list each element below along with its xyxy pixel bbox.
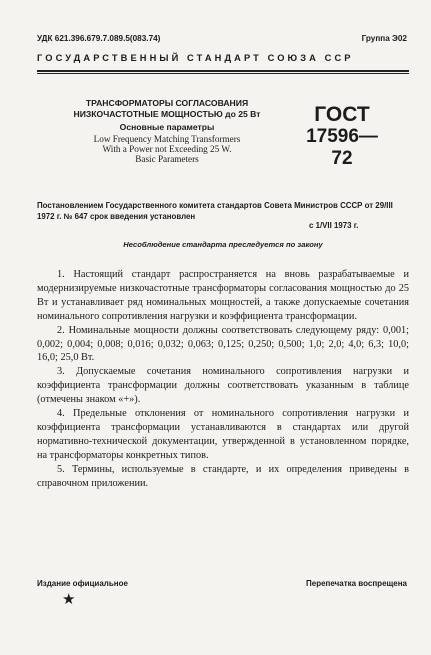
header-rule-thick [37,70,409,72]
violation-notice: Несоблюдение стандарта преследуется по закону [123,240,323,249]
title-en-line-3: Basic Parameters [135,154,199,165]
gost-label: ГОСТ [314,103,370,126]
title-english [60,134,274,165]
reprint-prohibited-label: Перепечатка воспрещена [306,579,407,588]
effective-date: с 1/VII 1973 г. [309,221,359,230]
header-rule-thin [37,73,409,74]
title-russian [60,98,274,120]
paragraph-1: 1. Настоящий стандарт распространяется на вновь разрабатываемые и модернизируемые низкочастотные трансформаторы согласования мощностью до 25 Вт и устанавливает ряд номинальных мощностей, а также допускаемые сочетания номинального сопротивления нагрузки и коэффициента трансформации. [37,269,409,322]
paragraph-2: 2. Номинальные мощности должны соответствовать следующему ряду: 0,001; 0,002; 0,004; 0,008; 0,016; 0,032; 0,063; 0,125; 0,250; 0,500; 1,0; 2,0; 4,0; 6,3; 10,0; 16,0; 25,0 Вт. [37,324,409,364]
gost-identifier [296,104,388,170]
title-ru-line-2: НИЗКОЧАСТОТНЫЕ МОЩНОСТЬЮ до 25 Вт [73,109,261,119]
title-en-line-1: Low Frequency Matching Transformers [93,134,241,144]
star-icon: ★ [62,592,76,608]
standard-body [37,268,409,491]
state-standard-banner: ГОСУДАРСТВЕННЫЙ СТАНДАРТ СОЮЗА ССР [37,53,354,63]
title-ru-line-1: ТРАНСФОРМАТОРЫ СОГЛАСОВАНИЯ [85,98,249,108]
paragraph-3: 3. Допускаемые сочетания номинального сопротивления нагрузки и коэффициента трансформации должны соответствовать указанным в таблице (отмечены знаком «+»). [37,366,409,406]
paragraph-4: 4. Предельные отклонения от номинального сопротивления нагрузки и коэффициента трансформации устанавливаются в стандартах или другой нормативно-технической документации, утвержденной в установленном порядке, на трансформаторы конкретных типов. [37,408,409,461]
group-code: Группа Э02 [361,34,407,43]
gost-number: 17596—72 [306,126,378,169]
title-en-line-2: With a Power not Exceeding 25 W. [102,144,232,155]
udk-code: УДК 621.396.679.7.089.5(083.74) [37,34,161,43]
official-edition-label: Издание официальное [37,579,128,588]
paragraph-5: 5. Термины, используемые в стандарте, и их определения приведены в справочном приложении. [37,463,409,489]
decree-text: Постановлением Государственного комитета стандартов Совета Министров СССР от 29/III 1972 г. № 647 срок введения установлен [37,201,393,222]
subtitle-russian: Основные параметры [119,122,215,132]
